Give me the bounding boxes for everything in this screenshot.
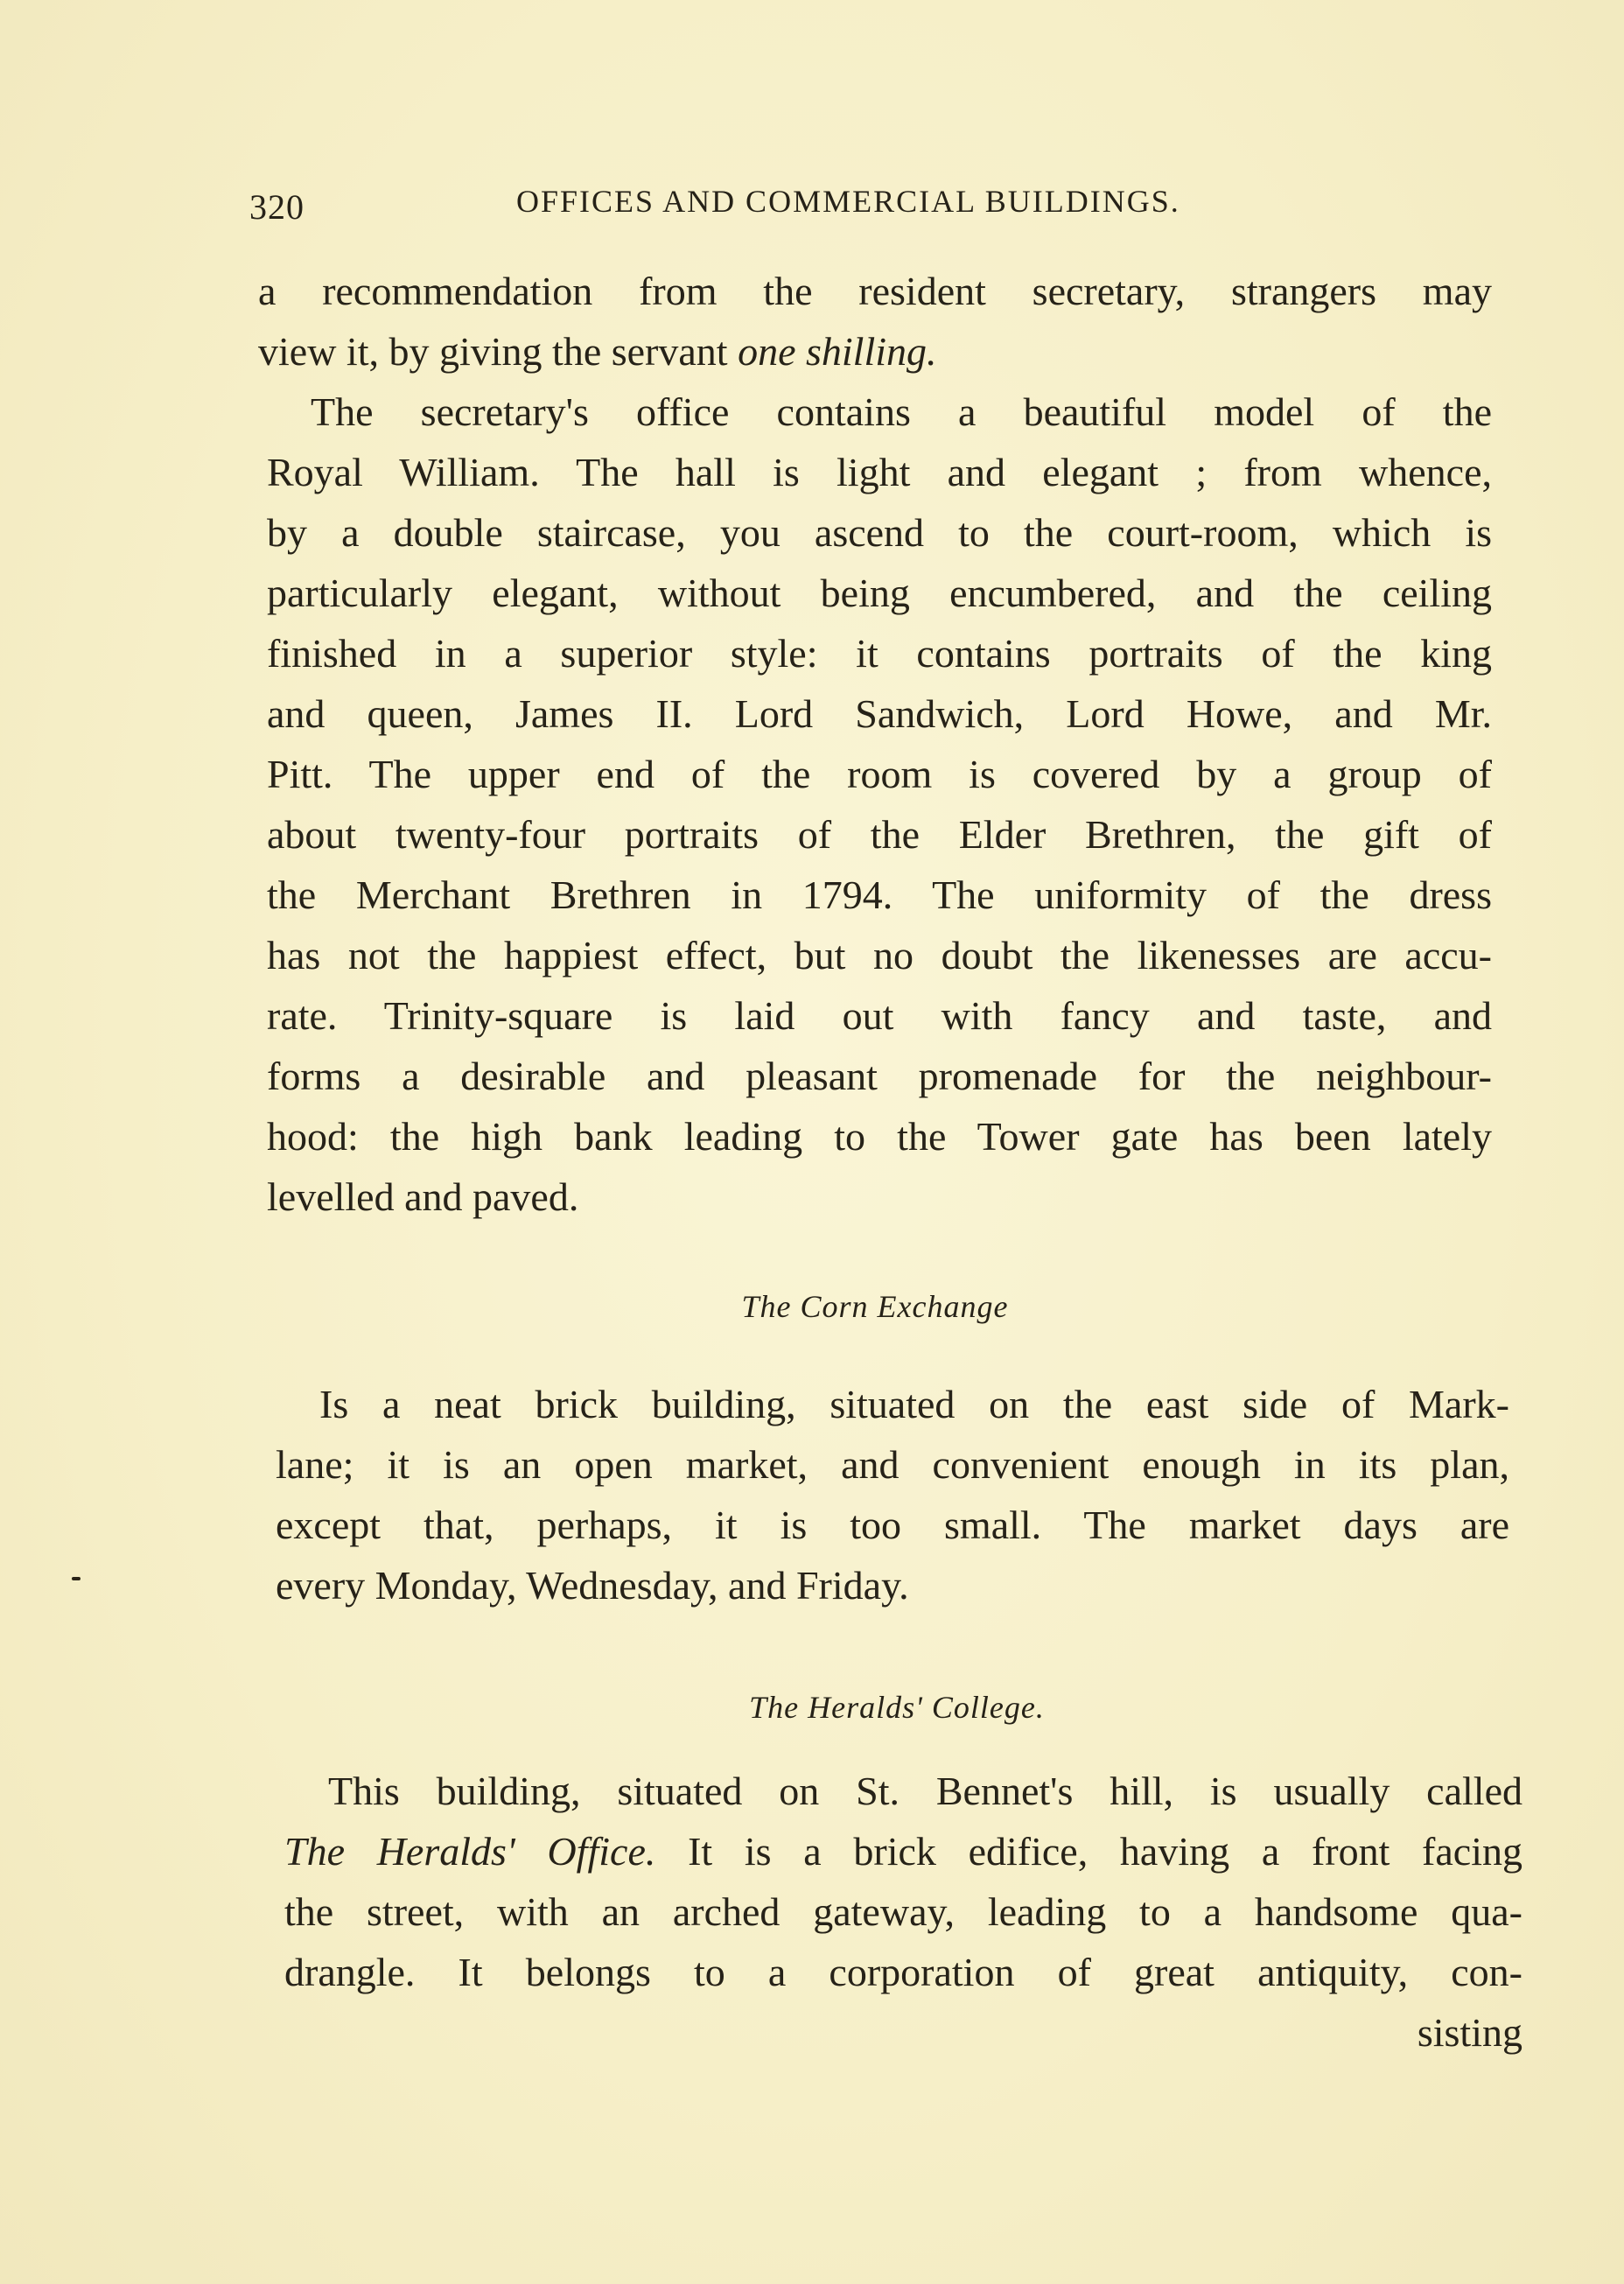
section-heading-corn-exchange: The Corn Exchange — [741, 1289, 1009, 1324]
text-line: a recommendation from the resident secretary, strangers may — [258, 269, 1492, 313]
text-line: the street, with an arched gateway, leading to a handsome qua- — [284, 1889, 1522, 1934]
text-line: hood: the high bank leading to the Tower gate has been lately — [267, 1114, 1492, 1159]
text-line: has not the happiest effect, but no doubt the likenesses are accu- — [267, 933, 1492, 977]
text-line: particularly elegant, without being encumbered, and the ceiling — [267, 571, 1492, 615]
text-line: finished in a superior style: it contains portraits of the king — [267, 631, 1492, 676]
text-run: It is a brick edifice, having a front facing — [655, 1829, 1522, 1874]
text-line: levelled and paved. — [267, 1174, 579, 1219]
text-line: This building, situated on St. Bennet's hill, is usually called — [328, 1769, 1522, 1813]
text-line — [258, 321, 1492, 382]
text-line: except that, perhaps, it is too small. The market days are — [276, 1503, 1509, 1547]
text-line: by a double staircase, you ascend to the court-room, which is — [267, 510, 1492, 555]
section-corn-exchange — [276, 1374, 1509, 1615]
text-line — [284, 1821, 1522, 1881]
section-heading-heralds-college: The Heralds' College. — [749, 1690, 1045, 1725]
paragraph-secretary-office — [258, 382, 1492, 1227]
text-line: every Monday, Wednesday, and Friday. — [276, 1563, 909, 1608]
text-line: drangle. It belongs to a corporation of great antiquity, con- — [284, 1950, 1522, 1994]
text-line: Royal William. The hall is light and elegant ; from whence, — [267, 450, 1492, 494]
text-line: and queen, James II. Lord Sandwich, Lord Howe, and Mr. — [267, 691, 1492, 736]
text-line: The secretary's office contains a beautiful model of the — [311, 389, 1492, 434]
running-head: OFFICES AND COMMERCIAL BUILDINGS. — [516, 184, 1180, 219]
text-line: rate. Trinity-square is laid out with fancy and taste, and — [267, 993, 1492, 1038]
text-line: Pitt. The upper end of the room is covered by a group of — [267, 752, 1492, 796]
page-header — [249, 179, 1238, 232]
text-line: about twenty-four portraits of the Elder Brethren, the gift of — [267, 812, 1492, 857]
ink-speck — [72, 1577, 80, 1580]
italic-text: one shilling. — [738, 329, 937, 374]
section-trinity-house — [258, 261, 1492, 1227]
catchword: sisting — [1417, 2010, 1522, 2055]
text-line: the Merchant Brethren in 1794. The uniformity of the dress — [267, 872, 1492, 917]
page-number: 320 — [249, 187, 304, 227]
section-heralds-college — [284, 1761, 1522, 2063]
text-line: forms a desirable and pleasant promenade for the neighbour- — [267, 1054, 1492, 1098]
text-run: view it, by giving the servant — [258, 329, 738, 374]
text-line: Is a neat brick building, situated on the east side of Mark- — [319, 1382, 1509, 1426]
text-line: lane; it is an open market, and convenient enough in its plan, — [276, 1442, 1509, 1487]
italic-text: The Heralds' Office. — [284, 1829, 656, 1874]
